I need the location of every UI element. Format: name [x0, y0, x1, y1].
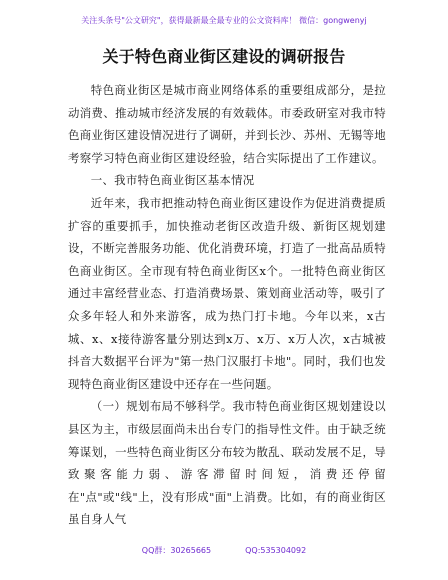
header-banner: 关注头条号"公文研究"，获得最新最全最专业的公文资料库！ 微信：gongwenyj — [81, 16, 367, 25]
qq-number-text: QQ:535304092 — [245, 546, 307, 555]
body-paragraph: （一）规划布局不够科学。我市特色商业街区规划建设以县区为主，市级层面尚未出台专门的指导性文件。由于缺乏统筹谋划，一些特色商业街区分布较为散乱、联动发展不足，导致聚客能力弱、游客滞留时间短，消费还停留在"点"或"线"上，没有形成"面"上消费。比如，有的商业街区虽自身人气 — [68, 399, 386, 527]
section-heading: 一、我市特色商业街区基本情况 — [90, 173, 255, 188]
document-title: 关于特色商业街区建设的调研报告 — [102, 47, 346, 66]
footer-contacts — [0, 545, 448, 556]
body-paragraph: 近年来，我市把推动特色商业街区建设作为促进消费提质扩容的重要抓手，加快推动老街区改造升级、新街区规划建设，不断完善服务功能、优化消费环境，打造了一批高品质特色商业街区。全市现有特色商业街区x个。一批特色商业街区通过丰富经营业态、打造消费场景、策划商业活动等，吸引了众多年轻人和外来游客，成为热门打卡地。今年以来，x古城、x、x接待游客量分别达到x万、x万、x万人次，x古城被抖音大数据平台评为"第一热门汉服打卡地"。同时，我们也发现特色商业街区建设中还存在一些问题。 — [68, 195, 386, 391]
qq-group-text: QQ群：30265665 — [141, 546, 212, 555]
document-body — [68, 79, 386, 531]
intro-paragraph: 特色商业街区是城市商业网络体系的重要组成部分，是拉动消费、推动城市经济发展的有效载体。市委政研室对我市特色商业街区建设情况进行了调研，并到长沙、苏州、无锡等地考察学习特色商业街区建设经验，结合实际提出了工作建议。 — [68, 83, 386, 165]
